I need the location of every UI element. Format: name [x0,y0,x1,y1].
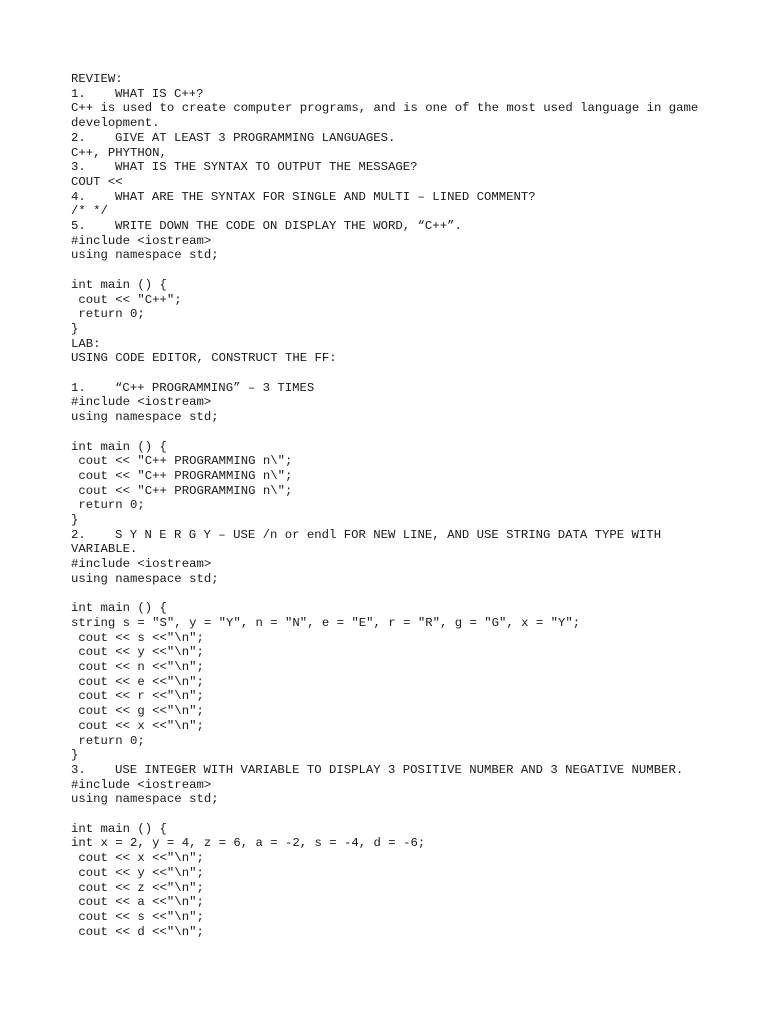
task-3 [71,763,711,778]
code-line: return 0; [71,733,145,748]
code-line [71,807,711,822]
answer-4: /* */ [71,204,108,219]
code-line: cout << s <<"\n"; [71,910,204,924]
lab-heading: LAB: [71,336,101,351]
task-2-number: 2. [71,527,86,542]
review-heading: REVIEW: [71,72,123,86]
code-line: int main () { [71,821,167,836]
code-line: return 0; [71,498,145,513]
task-1 [71,381,711,396]
code-line: cout << r <<"\n"; [71,689,204,704]
code-block-task-1 [71,395,711,527]
code-line: cout << z <<"\n"; [71,880,204,895]
code-block-task-3 [71,778,711,940]
code-line: using namespace std; [71,792,219,807]
answer-2: C++, PHYTHON, [71,145,167,160]
code-line: int x = 2, y = 4, z = 6, a = -2, s = -4, d = -6; [71,836,426,851]
question-2-number: 2. [71,130,86,145]
document-page [71,72,711,939]
code-line: string s = "S", y = "Y", n = "N", e = "E", r = "R", g = "G", x = "Y"; [71,615,581,630]
code-line: cout << n <<"\n"; [71,660,204,675]
code-line: #include <iostream> [71,557,212,572]
code-line: #include <iostream> [71,395,212,410]
question-4-text: WHAT ARE THE SYNTAX FOR SINGLE AND MULTI – LINED COMMENT? [115,189,536,204]
code-block-task-2 [71,557,711,763]
question-5-number: 5. [71,219,86,234]
question-3-number: 3. [71,160,86,175]
question-5 [71,219,711,234]
question-4 [71,190,711,205]
task-2 [71,528,711,557]
code-line: int main () { [71,601,167,616]
question-1-text: WHAT IS C++? [115,86,204,101]
code-line: using namespace std; [71,248,219,263]
code-line: cout << x <<"\n"; [71,718,204,733]
question-2 [71,131,711,146]
question-1-number: 1. [71,86,86,101]
code-line [71,587,711,602]
answer-1: C++ is used to create computer programs, and is one of the most used language in game development. [71,101,706,131]
code-line: cout << a <<"\n"; [71,895,204,910]
task-3-number: 3. [71,762,86,777]
code-line: using namespace std; [71,410,219,425]
code-line: cout << "C++ PROGRAMMING n\"; [71,468,293,483]
code-line: #include <iostream> [71,233,212,248]
question-2-text: GIVE AT LEAST 3 PROGRAMMING LANGUAGES. [115,130,396,145]
code-line: using namespace std; [71,571,219,586]
code-line: cout << "C++ PROGRAMMING n\"; [71,483,293,498]
code-line: cout << x <<"\n"; [71,851,204,866]
question-5-text: WRITE DOWN THE CODE ON DISPLAY THE WORD, “C++”. [115,219,462,234]
code-line [71,263,711,278]
code-line: cout << "C++ PROGRAMMING n\"; [71,454,293,469]
question-3-text: WHAT IS THE SYNTAX TO OUTPUT THE MESSAGE? [115,160,418,175]
task-2-text: S Y N E R G Y – USE /n or endl FOR NEW LINE, AND USE STRING DATA TYPE WITH VARIABLE. [71,527,669,557]
code-line: } [71,321,79,336]
task-3-text: USE INTEGER WITH VARIABLE TO DISPLAY 3 POSITIVE NUMBER AND 3 NEGATIVE NUMBER. [115,762,684,777]
blank-line [71,366,711,381]
code-line: } [71,513,79,528]
task-1-number: 1. [71,380,86,395]
code-line: cout << d <<"\n"; [71,924,204,939]
code-line: } [71,748,79,763]
code-line: cout << s <<"\n"; [71,630,204,645]
code-line [71,425,711,440]
code-line: return 0; [71,307,145,322]
question-4-number: 4. [71,189,86,204]
code-line: cout << "C++"; [71,292,182,307]
question-3 [71,160,711,175]
lab-instruction: USING CODE EDITOR, CONSTRUCT THE FF: [71,351,337,366]
code-line: cout << y <<"\n"; [71,865,204,880]
code-line: cout << y <<"\n"; [71,645,204,660]
code-line: #include <iostream> [71,777,212,792]
code-block-review-5 [71,234,711,337]
code-line: int main () { [71,439,167,454]
task-1-text: “C++ PROGRAMMING” – 3 TIMES [115,380,315,395]
code-line: cout << e <<"\n"; [71,674,204,689]
question-1 [71,87,711,102]
answer-3: COUT << [71,174,123,189]
code-line: int main () { [71,277,167,292]
code-line: cout << g <<"\n"; [71,704,204,719]
